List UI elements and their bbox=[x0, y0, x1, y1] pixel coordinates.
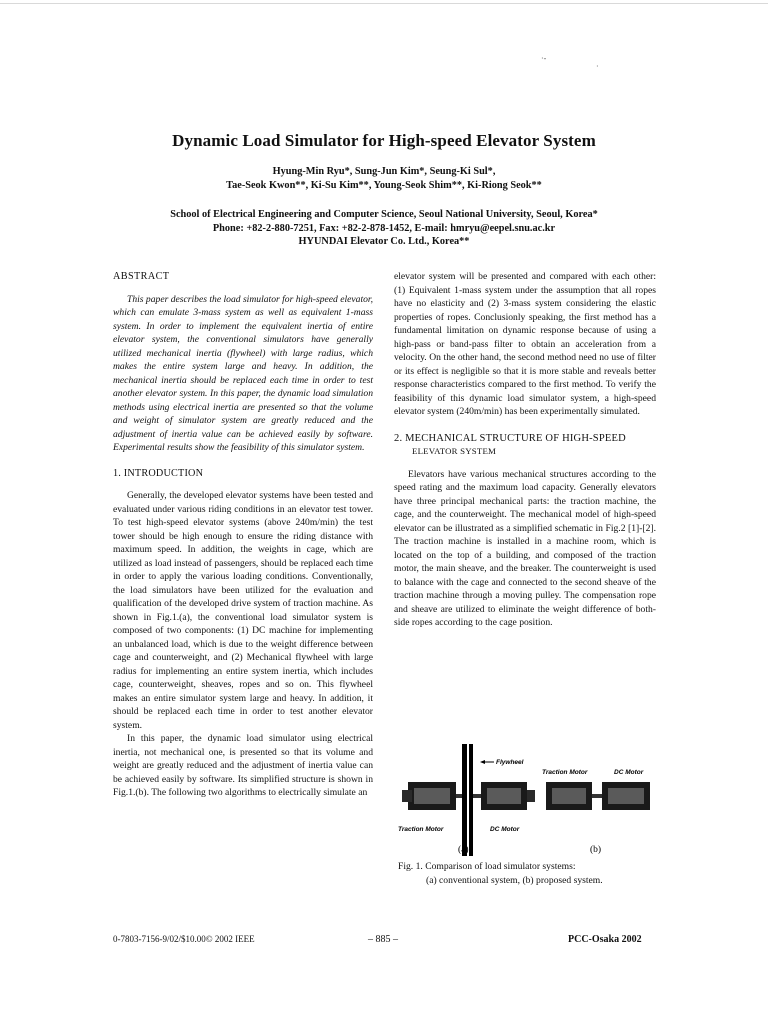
conference-name: PCC-Osaka 2002 bbox=[568, 934, 642, 945]
figure-1 bbox=[394, 738, 656, 858]
affiliation-line: HYUNDAI Elevator Co. Ltd., Korea** bbox=[298, 236, 470, 247]
caption-line: (a) conventional system, (b) proposed system. bbox=[426, 874, 603, 886]
left-column bbox=[113, 270, 373, 800]
subfigure-label-a: (a) bbox=[458, 845, 469, 855]
contact-line: Phone: +82-2-880-7251, Fax: +82-2-878-1452, E-mail: hmryu@eepel.snu.ac.kr bbox=[212, 222, 556, 234]
figure-1-caption bbox=[398, 860, 660, 887]
abstract-text: This paper describes the load simulator for high-speed elevator, which can emulate 3-mass system as well as equivalent 1-mass system. In order to implement the equivalent inertia of entire elevator system, the conventional simulators have generally utilized mechanical inertia (flywheel) with large radius, which makes the entire system large and heavy. In addition, the mechanical inertia should be replaced each time in order to test another elevator system. In this paper, the dynamic load simulation methods using electrical inertia are presented so that the volume and weight of simulator system are greatly reduced and the adjustment of inertia value can be achieved easily by software. Experimental results show the feasibility of this simulator system. bbox=[113, 293, 373, 453]
scan-speck: ·- bbox=[541, 54, 547, 63]
scan-speck: · bbox=[596, 62, 599, 71]
affiliation bbox=[0, 208, 768, 249]
section-2-heading bbox=[394, 432, 656, 459]
abstract-heading: ABSTRACT bbox=[113, 271, 170, 282]
right-column bbox=[394, 270, 656, 630]
proposed-system-drawing bbox=[546, 782, 650, 810]
traction-motor-label-b: Traction Motor bbox=[542, 769, 588, 776]
body-paragraph: elevator system will be presented and compared with each other: (1) Equivalent 1-mass system under the assumption that all ropes have no elasticity and (2) 3-mass system considering the elastic properties of ropes. Conclusionly speaking, the first method has a fundamental limitation on dynamic response because of using a high-pass or band-pass filter to obtain an acceleration from a velocity. On the other hand, the second method need no use of filter or its effect is negligible so that it is more stable and reveals better response characteristics compared to the first method. To verify the feasibility of this dynamic load simulator system, a high-speed elevator system (240m/min) has been experimentally simulated. bbox=[394, 271, 656, 417]
affiliation-line: School of Electrical Engineering and Computer Science, Seoul National University, Seoul, Korea* bbox=[170, 209, 598, 220]
top-rule bbox=[0, 3, 768, 4]
page-number: – 885 – bbox=[368, 934, 398, 945]
author-line: Hyung-Min Ryu*, Sung-Jun Kim*, Seung-Ki Sul*, bbox=[272, 166, 496, 177]
copyright-notice: 0-7803-7156-9/02/$10.00© 2002 IEEE bbox=[113, 934, 255, 944]
section-heading-line: 2. MECHANICAL STRUCTURE OF HIGH-SPEED bbox=[394, 432, 626, 444]
dc-motor-label-b: DC Motor bbox=[614, 769, 644, 776]
flywheel-label: Flywheel bbox=[496, 759, 524, 766]
traction-motor-label-a: Traction Motor bbox=[398, 826, 444, 833]
intro-paragraph: In this paper, the dynamic load simulator using electrical inertia, not mechanical one, is presented so that its volume and weight are greatly reduced and the adjustment of inertia value can be achieved easily by software. Its simplified structure is shown in Fig.1.(b). The following two algorithms to electrically simulate an bbox=[113, 733, 373, 798]
figure-1-diagram bbox=[394, 738, 656, 858]
paper-title: Dynamic Load Simulator for High-speed Elevator System bbox=[172, 131, 596, 150]
body-paragraph: Elevators have various mechanical structures according to the speed rating and the maximum load capacity. Generally elevators have three principal mechanical parts: the traction machine, the cage, and the counterweight. The mechanical model of high-speed elevator can be illustrated as a simplified schematic in Fig.2 [1]-[2]. The traction machine is installed in a machine room, which is located on the top of a building, and composed of the traction motor, the main sheave, and the breaker. The counterweight is used to balance with the cage and connected to the second sheave of the traction machine through a moving pulley. The compensation rope and sheave are utilized to eliminate the weight difference of both-side ropes according to the cage position. bbox=[394, 468, 656, 628]
subfigure-label-b: (b) bbox=[590, 845, 602, 855]
author-line: Tae-Seok Kwon**, Ki-Su Kim**, Young-Seok Shim**, Ki-Riong Seok** bbox=[226, 180, 542, 191]
intro-paragraph: Generally, the developed elevator systems have been tested and evaluated under various riding conditions in an elevator test tower. To test high-speed elevator systems (above 240m/min) the test tower should be high enough to ensure the riding distance with maximum speed. In addition, the weights in cage, which are utilized as load instead of passengers, should be replaced each time in order to apply the various loading conditions. Conventionally, the load simulators have been utilized for the evaluation and qualification of the developed drive system of traction machine. As shown in Fig.1.(a), the conventional load simulator system is composed of two components: (1) DC machine for implementing an unbalanced load, which is due to the weight difference between cage and counterweight, and (2) Mechanical flywheel with large radius for implementing an entire system inertia, which includes cage, counterweight, sheaves, ropes and so on. This flywheel makes an entire simulator system large and heavy. In addition, it should be replaced each time in order to test another elevator system. bbox=[113, 490, 373, 731]
caption-line: Fig. 1. Comparison of load simulator systems: bbox=[398, 861, 576, 872]
intro-heading: 1. INTRODUCTION bbox=[113, 467, 204, 479]
flywheel-disc bbox=[462, 744, 467, 856]
dc-motor-label-a: DC Motor bbox=[490, 826, 520, 833]
section-heading-line: ELEVATOR SYSTEM bbox=[412, 446, 497, 456]
author-list bbox=[0, 165, 768, 193]
